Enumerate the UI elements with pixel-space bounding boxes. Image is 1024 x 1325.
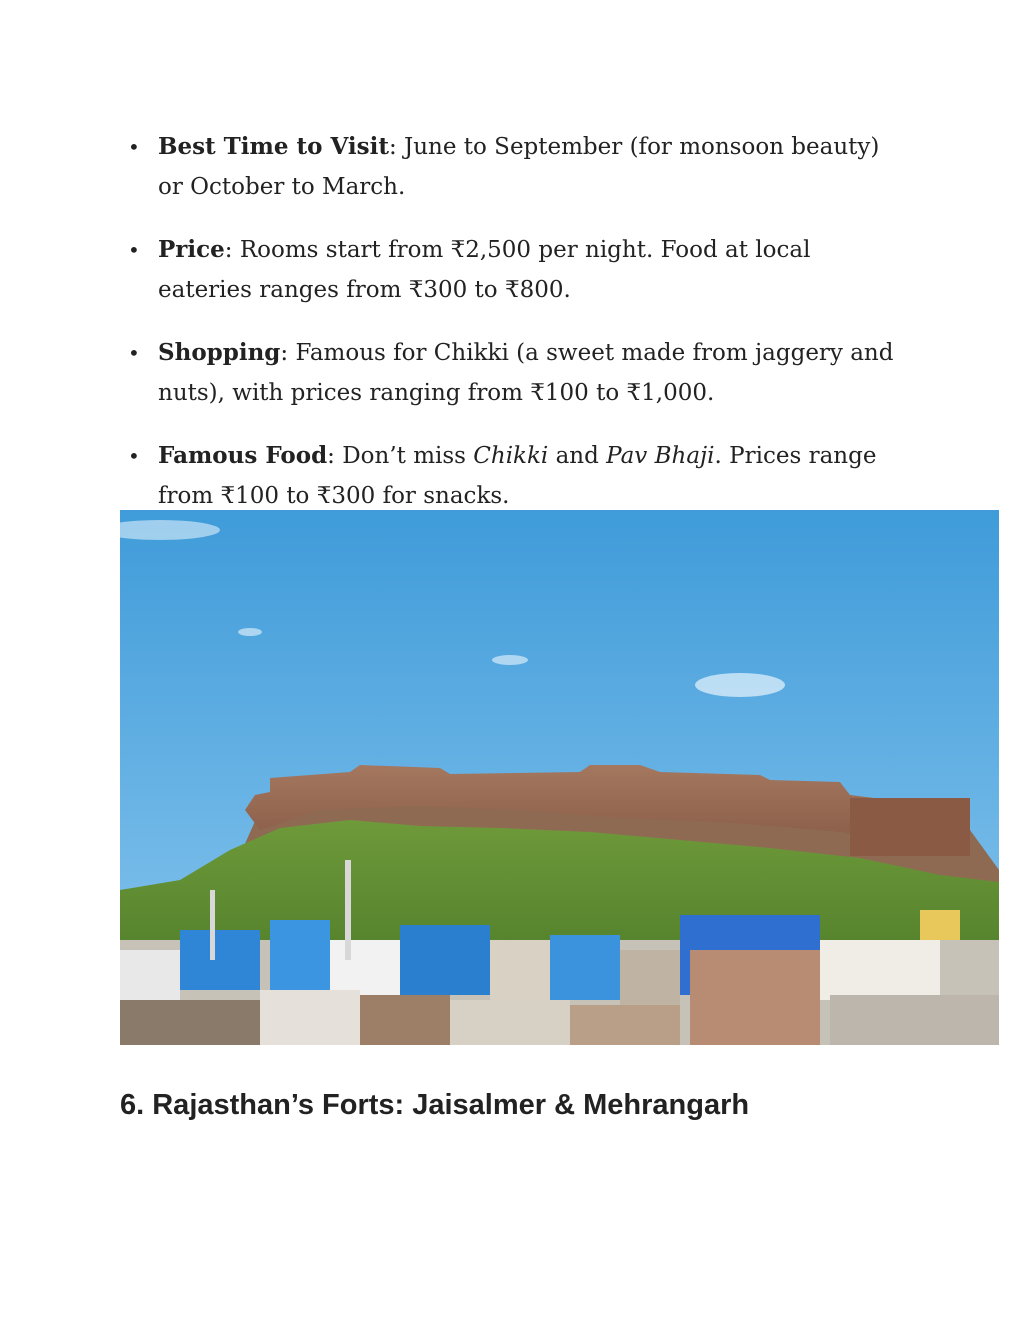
cloud [492,655,528,665]
list-item-famous-food [120,436,910,516]
bullet-title: Best Time to Visit [158,133,389,160]
fort-tower [850,798,970,856]
bullet-text-tail: . Prices range from ₹100 to ₹300 for snacks. [158,443,877,509]
bullet-title: Price [158,236,225,263]
food-name-chikki: Chikki [473,443,549,469]
section-heading: 6. Rajasthan’s Forts: Jaisalmer & Mehrangarh [120,1089,750,1121]
bullet-icon: • [128,238,140,262]
food-name-pav-bhaji: Pav Bhaji [606,443,715,469]
bullet-text: : Don’t miss [327,443,474,469]
bullet-text: : Famous for Chikki (a sweet made from jaggery and nuts), with prices ranging from ₹100 to ₹1,000. [158,340,894,406]
cloud [695,673,785,697]
info-bullet-list [120,127,910,539]
antenna-mast [345,860,351,960]
bullet-text: : June to September (for monsoon beauty) or October to March. [158,134,880,200]
list-item-shopping [120,333,910,413]
bullet-text-connector: and [548,443,607,469]
bullet-icon: • [128,444,140,468]
cloud [238,628,262,636]
list-item-price [120,230,910,310]
bullet-title: Shopping [158,339,281,366]
bullet-text: : Rooms start from ₹2,500 per night. Food at local eateries ranges from ₹300 to ₹800. [158,237,811,303]
bullet-icon: • [128,135,140,159]
list-item-best-time [120,127,910,207]
bullet-icon: • [128,341,140,365]
antenna-mast [210,890,215,960]
fort-photo [120,510,999,1045]
bullet-title: Famous Food [158,442,328,469]
